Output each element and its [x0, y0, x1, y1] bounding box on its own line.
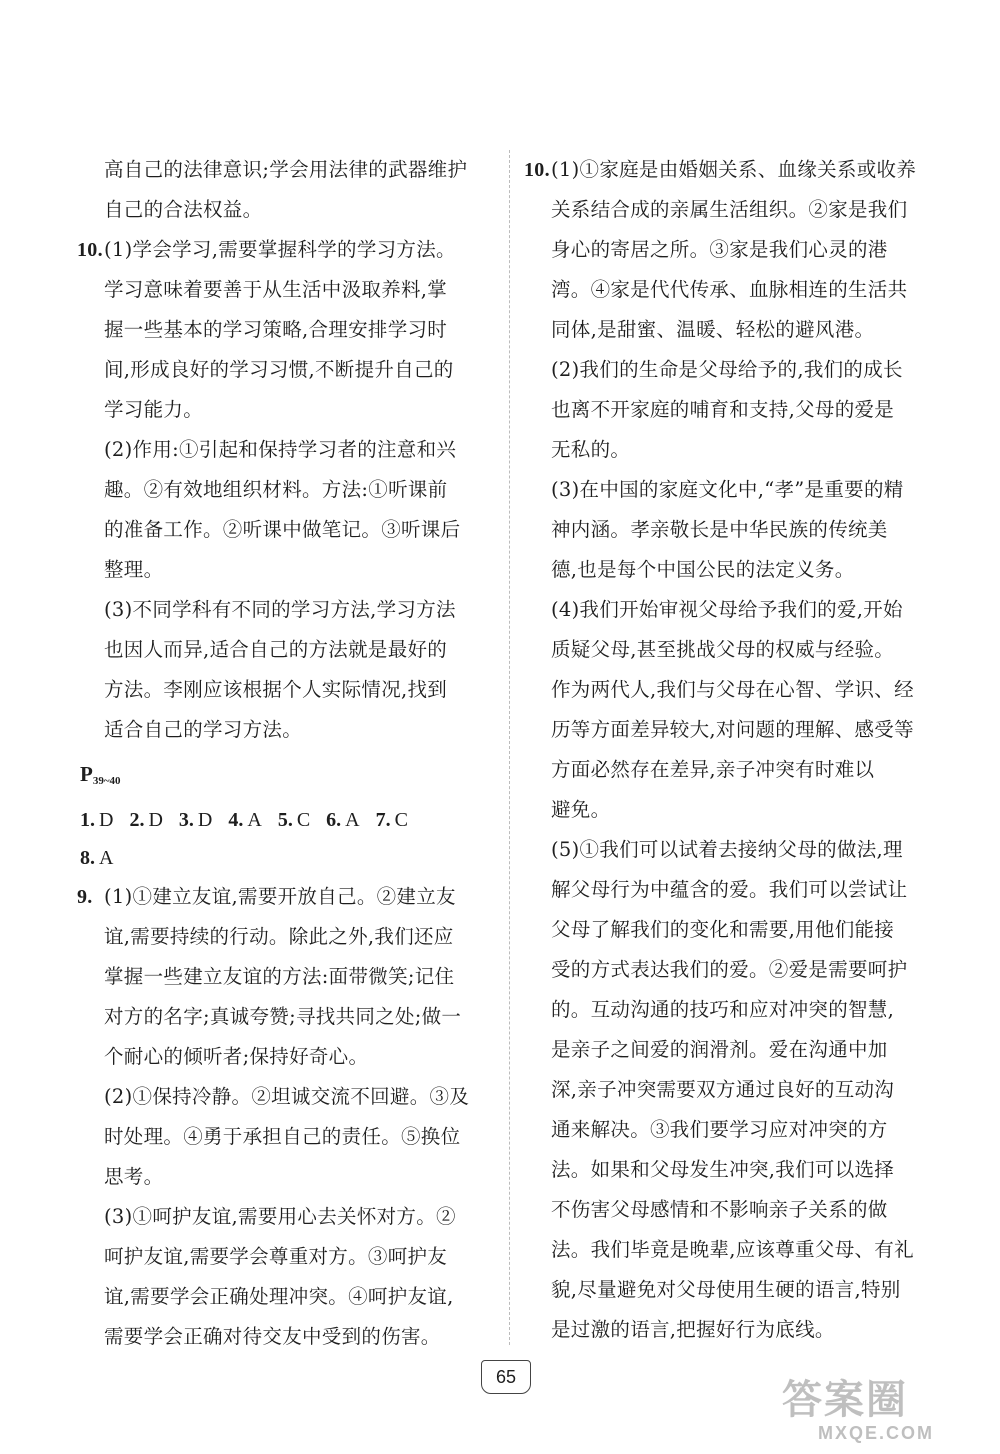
question-10-answer-part: [104, 430, 492, 590]
question-10-answer-part: [104, 590, 492, 750]
question-10-answer-part: [551, 830, 940, 1350]
text-line: (3)①呵护友谊,需要用心去关怀对方。②: [104, 1205, 456, 1228]
text-line: (2)作用:①引起和保持学习者的注意和兴: [104, 438, 457, 461]
text-line: 的。互动沟通的技巧和应对冲突的智慧,: [551, 998, 895, 1021]
mc-number: 5.: [277, 809, 293, 831]
question-9-answer: [77, 877, 492, 1357]
question-10-answer-part: [104, 230, 492, 430]
mc-choice: A: [345, 809, 360, 831]
text-line: 是亲子之间爱的润滑剂。爱在沟通中加: [551, 1038, 888, 1061]
text-line: 不伤害父母感情和不影响亲子关系的做: [551, 1198, 888, 1221]
text-line: 自己的合法权益。: [104, 198, 263, 221]
text-line: 间,形成良好的学习习惯,不断提升自己的: [104, 358, 454, 381]
text-line: 质疑父母,甚至挑战父母的权威与经验。: [551, 638, 895, 661]
mc-number: 7.: [375, 809, 391, 831]
question-9-answer-part: [104, 1077, 492, 1197]
mc-choice: C: [296, 809, 311, 831]
section-letter: P: [80, 762, 93, 786]
text-line: 神内涵。孝亲敬长是中华民族的传统美: [551, 518, 888, 541]
text-line: 对方的名字;真诚夸赞;寻找共同之处;做一: [104, 1005, 462, 1028]
multiple-choice-answers: [80, 801, 492, 839]
text-line: 解父母行为中蕴含的爱。我们可以尝试让: [551, 878, 908, 901]
text-line: (2)我们的生命是父母给予的,我们的成长: [551, 358, 903, 381]
text-line: (3)在中国的家庭文化中,“孝”是重要的精: [551, 478, 904, 501]
text-line: 也离不开家庭的哺育和支持,父母的爱是: [551, 398, 895, 421]
text-line: (1)学会学习,需要掌握科学的学习方法。: [104, 238, 456, 261]
page-number: 65: [481, 1360, 531, 1394]
mc-choice: D: [99, 809, 114, 831]
mc-choice: A: [99, 847, 114, 869]
mc-number: 1.: [80, 809, 95, 831]
text-line: 谊,需要持续的行动。除此之外,我们还应: [104, 925, 454, 948]
text-line: 方法。李刚应该根据个人实际情况,找到: [104, 678, 448, 701]
mc-number: 6.: [326, 809, 342, 831]
mc-number: 4.: [228, 809, 244, 831]
question-9-answer-part: [104, 1197, 492, 1357]
question-10-answer: [524, 150, 940, 1350]
text-line: 法。如果和父母发生冲突,我们可以选择: [551, 1158, 895, 1181]
text-line: 谊,需要学会正确处理冲突。④呵护友谊,: [104, 1285, 454, 1308]
mc-choice: C: [394, 809, 408, 831]
text-line: 个耐心的倾听者;保持好奇心。: [104, 1045, 369, 1068]
text-line: 通来解决。③我们要学习应对冲突的方: [551, 1118, 888, 1141]
mc-answer: [228, 801, 261, 839]
text-line: (5)①我们可以试着去接纳父母的做法,理: [551, 838, 903, 861]
text-line: 掌握一些建立友谊的方法:面带微笑;记住: [104, 965, 455, 988]
text-line: 身心的寄居之所。③家是我们心灵的港: [551, 238, 888, 261]
text-line: 握一些基本的学习策略,合理安排学习时: [104, 318, 448, 341]
question-9-answer-part: [104, 877, 492, 1077]
mc-choice: A: [247, 809, 262, 831]
mc-number: 2.: [129, 809, 145, 831]
question-10-answer-part: [551, 150, 940, 350]
text-line: 关系结合成的亲属生活组织。②家是我们: [551, 198, 908, 221]
text-line: 貌,尽量避免对父母使用生硬的语言,特别: [551, 1278, 901, 1301]
mc-answer: [278, 801, 310, 839]
text-line: 德,也是每个中国公民的法定义务。: [551, 558, 855, 581]
watermark-text: 答案圈: [782, 1377, 908, 1423]
mc-answer: [80, 839, 113, 877]
text-line: 趣。②有效地组织材料。方法:①听课前: [104, 478, 448, 501]
text-line: 深,亲子冲突需要双方通过良好的互动沟: [551, 1078, 895, 1101]
question-10-answer-part: [551, 590, 940, 830]
watermark-url: MXQE.COM: [818, 1423, 935, 1443]
question-10-answer-part: [551, 350, 940, 470]
text-line: (2)①保持冷静。②坦诚交流不回避。③及: [104, 1085, 470, 1108]
text-line: 受的方式表达我们的爱。②爱是需要呵护: [551, 958, 908, 981]
text-line: 时处理。④勇于承担自己的责任。⑤换位: [104, 1125, 461, 1148]
text-line: 是过激的语言,把握好行为底线。: [551, 1318, 835, 1341]
text-line: (1)①建立友谊,需要开放自己。②建立友: [104, 885, 456, 908]
text-line: 父母了解我们的变化和需要,用他们能接: [551, 918, 895, 941]
text-line: (4)我们开始审视父母给予我们的爱,开始: [551, 598, 903, 621]
mc-choice: D: [148, 809, 163, 831]
text-line: 作为两代人,我们与父母在心智、学识、经: [551, 678, 914, 701]
text-line: 需要学会正确对待交友中受到的伤害。: [104, 1325, 441, 1348]
text-line: 整理。: [104, 558, 164, 581]
text-line: 同体,是甜蜜、温暖、轻松的避风港。: [551, 318, 875, 341]
text-line: 适合自己的学习方法。: [104, 718, 303, 741]
text-line: 避免。: [551, 798, 611, 821]
continued-answer: [80, 150, 492, 230]
text-line: 也因人而异,适合自己的方法就是最好的: [104, 638, 448, 661]
mc-answer: [80, 801, 113, 839]
question-10-answer-part: [551, 470, 940, 590]
question-9-answer-number: 9.: [77, 886, 93, 908]
mc-answer: [326, 801, 359, 839]
text-line: 湾。④家是代代传承、血脉相连的生活共: [551, 278, 908, 301]
text-line: 高自己的法律意识;学会用法律的武器维护: [104, 158, 468, 181]
mc-answer: [376, 801, 408, 839]
text-line: 法。我们毕竟是晚辈,应该尊重父母、有礼: [551, 1238, 914, 1261]
mc-answer: [129, 801, 162, 839]
text-line: 学习能力。: [104, 398, 204, 421]
section-range: 39~40: [92, 775, 121, 787]
section-heading: [80, 754, 492, 801]
text-line: (3)不同学科有不同的学习方法,学习方法: [104, 598, 456, 621]
right-column: [524, 150, 940, 1350]
mc-answer: [179, 801, 212, 839]
mc-number: 3.: [178, 809, 194, 831]
question-10-answer: [77, 230, 492, 750]
mc-choice: D: [197, 809, 213, 831]
text-line: 的准备工作。②听课中做笔记。③听课后: [104, 518, 461, 541]
multiple-choice-answer-8: [80, 839, 492, 877]
question-10-answer-number: 10.: [77, 239, 103, 261]
text-line: 呵护友谊,需要学会尊重对方。③呵护友: [104, 1245, 448, 1268]
text-line: 方面必然存在差异,亲子冲突有时难以: [551, 758, 875, 781]
text-line: 思考。: [104, 1165, 164, 1188]
left-column: [77, 150, 492, 1357]
question-10-answer-number: 10.: [524, 159, 550, 181]
text-line: 无私的。: [551, 438, 631, 461]
text-line: 学习意味着要善于从生活中汲取养料,掌: [104, 278, 448, 301]
text-line: 历等方面差异较大,对问题的理解、感受等: [551, 718, 914, 741]
mc-number: 8.: [80, 847, 95, 869]
column-divider: [509, 150, 510, 1345]
text-line: (1)①家庭是由婚姻关系、血缘关系或收养: [551, 158, 917, 181]
watermark-logo: [782, 1378, 972, 1448]
